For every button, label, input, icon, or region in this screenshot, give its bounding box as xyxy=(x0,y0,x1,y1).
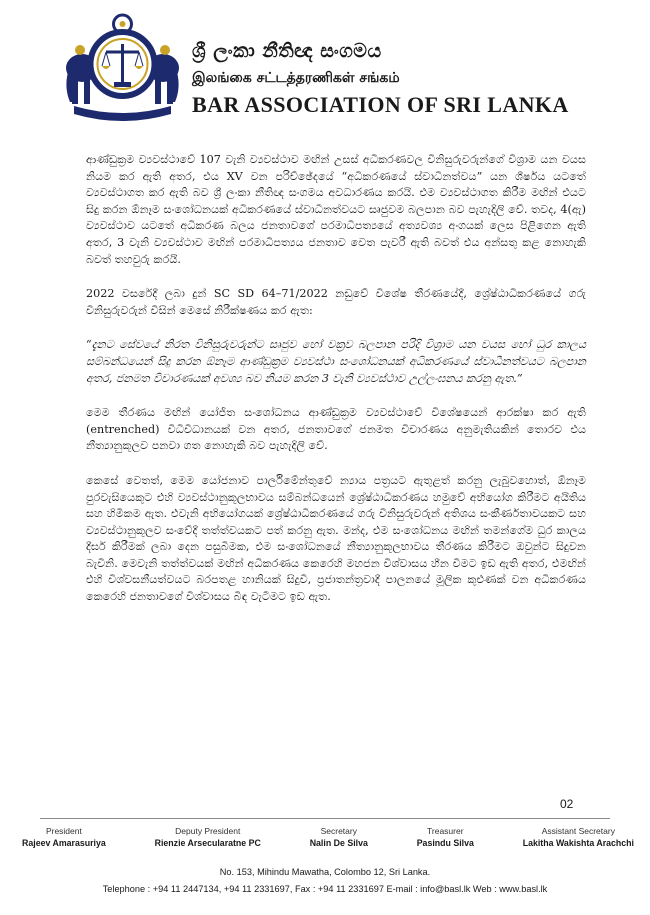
officer-treasurer xyxy=(417,826,474,848)
org-name-sinhala: ශ්‍රී ලංකා නීතිඥ සංගමය xyxy=(192,40,382,62)
officer-role: Assistant Secretary xyxy=(541,826,615,836)
officer-role: Secretary xyxy=(320,826,357,836)
body-paragraph-4: කෙසේ වෙතත්, මෙම යෝජනාව පාර්ලිමේන්තුවේ න්‍යාය පත්‍රයට ඇතුළත් කරනු ලැබුවහොත්, ඕනෑම පුරවැසියෙකුට එහි ව්‍යවස්ථානුකූලභාවය සම්බන්ධයෙන් ශ්‍රේෂ්ඨාධිකරණය හමුවේ අභියෝග කිරීමට අයිතිය සහ හිමිකම ඇත. එවැනි අභියෝගයක් ශ්‍රේෂ්ඨාධිකරණයේ ගරු විනිසුරුවරුන් අතිශය සංකීර්ණතාවයකට සහ ව්‍යවස්ථානුකූලව සංවේදී තත්ත්වයකට පත් කරනු ඇත. මන්ද, එම සංශෝධනය මඟින් තමන්ගේම ධුර කාලය දීර්ඝ කිරීමක් ලබා දෙන පසුබිමක, එම සංශෝධනයේ නීත්‍යානුකූලභාවය තීරණය කිරීමට ඔවුන්ට සිදුවන බැවිනි. මෙවැනි තත්ත්වයක් මඟින් අධිකරණය කෙරෙහි මහජන විශ්වාසය හීන වීමට ඉඩ ඇති අතර, එමඟින් එහි විශ්වසනීයත්වයට බරපතළ හානියක් සිදුවී, ප්‍රජාතන්ත්‍රවාදී පාලනයේ මූලික කුළුණක් වන අධිකරණය කෙරෙහි ජනතාවගේ විශ්වාසය බිඳ වැටීමට ඉඩ ඇත. xyxy=(86,473,586,604)
officer-role: Deputy President xyxy=(175,826,241,836)
body-paragraph-1: ආණ්ඩුක්‍රම ව්‍යවස්ථාවේ 107 වැනි ව්‍යවස්ථාව මඟින් උසස් අධිකරණවල විනිසුරුවරුන්ගේ විශ්‍රාම යන වයස නියම කර ඇති අතර, එය XV වන පරිච්ඡේදයේ “අධිකරණයේ ස්වාධීනත්වය” යන ශීර්ෂය යටතේ ව්‍යවස්ථාගත කර ඇති බව ශ්‍රී ලංකා නීතිඥ සංගමය අවධාරණය කරයි. එම ව්‍යවස්ථාගත කිරීම මඟින් එයට සිදු කරන ඕනෑම සංශෝධනයක් අධිකරණයේ ස්වාධීනත්වයට සෘජුවම බලපාන බව පැහැදිලි වේ. තවද, 4(ඇ) ව්‍යවස්ථාව යටතේ අධිකරණ බලය ජනතාවගේ පරමාධිපත්‍යයේ අත්‍යවශ්‍ය අංගයක් ලෙස පිළිගෙන ඇති අතර, 3 වැනි ව්‍යවස්ථාව මඟින් පරමාධිපත්‍යය ජනතාව වෙත පැවරී ඇති බවත් එය අන්සතු කළ නොහැකි බවත් තහවුරු කරයි. xyxy=(86,153,586,266)
letterhead xyxy=(0,0,650,135)
footer-divider xyxy=(40,818,610,819)
office-bearers xyxy=(22,826,634,848)
org-name-tamil: இலங்கை சட்டத்தரணிகள் சங்கம் xyxy=(192,70,400,86)
officer-role: Treasurer xyxy=(427,826,464,836)
officer-secretary xyxy=(310,826,368,848)
officer-role: President xyxy=(45,826,82,836)
officer-president xyxy=(22,826,106,848)
officer-assistant-secretary xyxy=(523,826,634,848)
officer-name: Nalin De Silva xyxy=(309,838,368,848)
org-name-english: BAR ASSOCIATION OF SRI LANKA xyxy=(192,92,569,117)
page-number: 02 xyxy=(560,797,574,811)
footer-contact: Telephone : +94 11 2447134, +94 11 2331697, Fax : +94 11 2331697 E-mail : info@basl.lk Web : www.basl.lk xyxy=(102,884,548,894)
body-paragraph-3: මෙම තීරණය මඟින් යෝජිත සංශෝධනය ආණ්ඩුක්‍රම ව්‍යවස්ථාවේ විශේෂයෙන් ආරක්ෂා කර ඇති (entrenched) විධිවිධානයක් වන අතර, ජනතාවගේ ජනමත විචාරණය අනුමැතියකින් තොරව එය නීත්‍යානුකූලව පනවා ගත නොහැකි බව පැහැදිලි වේ. xyxy=(86,406,586,453)
officer-name: Lakitha Wakishta Arachchi xyxy=(522,838,634,848)
officer-name: Rienzie Arsecularatne PC xyxy=(154,838,261,848)
bar-association-seal-icon xyxy=(60,10,185,122)
body-paragraph-2: 2022 වසරේදී ලබා දුන් SC SD 64–71/2022 නඩුවේ විශේෂ තීරණයේදී, ශ්‍රේෂ්ඨාධිකරණයේ ගරු විනිසුරුවරුන් විසින් මෙසේ නිරීක්ෂණය කර ඇත: xyxy=(86,287,586,317)
letter-body xyxy=(86,152,586,624)
officer-name: Pasindu Silva xyxy=(416,838,474,848)
officer-name: Rajeev Amarasuriya xyxy=(22,838,106,848)
footer-address: No. 153, Mihindu Mawatha, Colombo 12, Sri Lanka. xyxy=(219,867,431,877)
officer-deputy-president xyxy=(155,826,261,848)
quoted-judgment: “දැනට සේවයේ නිරත විනිසුරුවරුන්ට සෘජුව හෝ වක්‍රව බලපාන පරිදි විශ්‍රාම යන වයස හෝ ධුර කාලය සම්බන්ධයෙන් සිදු කරන ඕනෑම ආණ්ඩුක්‍රම ව්‍යවස්ථා සංශෝධනයක් අධිකරණයේ ස්වාධීනත්වයට බලපාන අතර, ජනමත විචාරණයක් අවශ්‍ය බව නියම කරන 3 වැනි ව්‍යවස්ථාව උල්ලංඝනය කරනු ඇත.” xyxy=(86,338,586,385)
